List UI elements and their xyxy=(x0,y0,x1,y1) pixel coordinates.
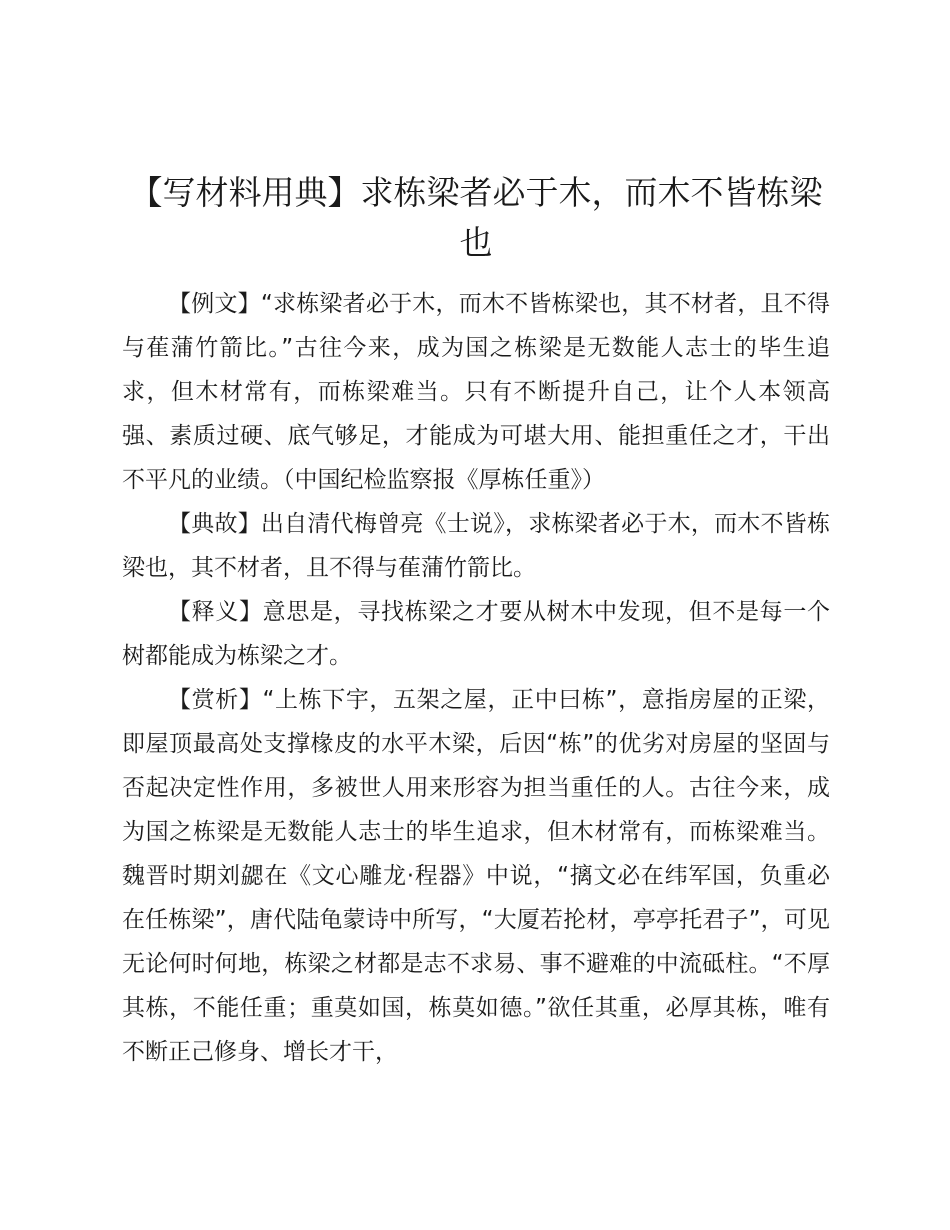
document-page xyxy=(122,168,830,1074)
paragraph-allusion: 【典故】出自清代梅曾亮《士说》，求栋梁者必于木，而木不皆栋梁也，其不材者，且不得与萑蒲竹箭比。 xyxy=(122,511,830,581)
paragraph-appreciation: 【赏析】“上栋下宇，五架之屋，正中曰栋”，意指房屋的正梁，即屋顶最高处支撑椽皮的水平木梁，后因“栋”的优劣对房屋的坚固与否起决定性作用，多被世人用来形容为担当重任的人。古往今来，成为国之栋梁是无数能人志士的毕生追求，但木材常有，而栋梁难当。魏晋时期刘勰在《文心雕龙·程器》中说，“摛文必在纬军国，负重必在任栋梁”，唐代陆龟蒙诗中所写，“大厦若抡材，亭亭托君子”，可见无论何时何地，栋梁之材都是志不求易、事不避难的中流砥柱。“不厚其栋，不能任重；重莫如国，栋莫如德。”欲任其重，必厚其栋，唯有不断正己修身、增长才干， xyxy=(122,687,830,1065)
paragraph-interpretation: 【释义】意思是，寻找栋梁之才要从树木中发现，但不是每一个树都能成为栋梁之才。 xyxy=(122,599,830,669)
paragraph-example: 【例文】“求栋梁者必于木，而木不皆栋梁也，其不材者，且不得与萑蒲竹箭比。”古往今来，成为国之栋梁是无数能人志士的毕生追求，但木材常有，而栋梁难当。只有不断提升自己，让个人本领高强、素质过硬、底气够足，才能成为可堪大用、能担重任之才，干出不平凡的业绩。（中国纪检监察报《厚栋任重》） xyxy=(122,291,830,493)
document-title: 【写材料用典】求栋梁者必于木，而木不皆栋梁也 xyxy=(129,173,823,262)
